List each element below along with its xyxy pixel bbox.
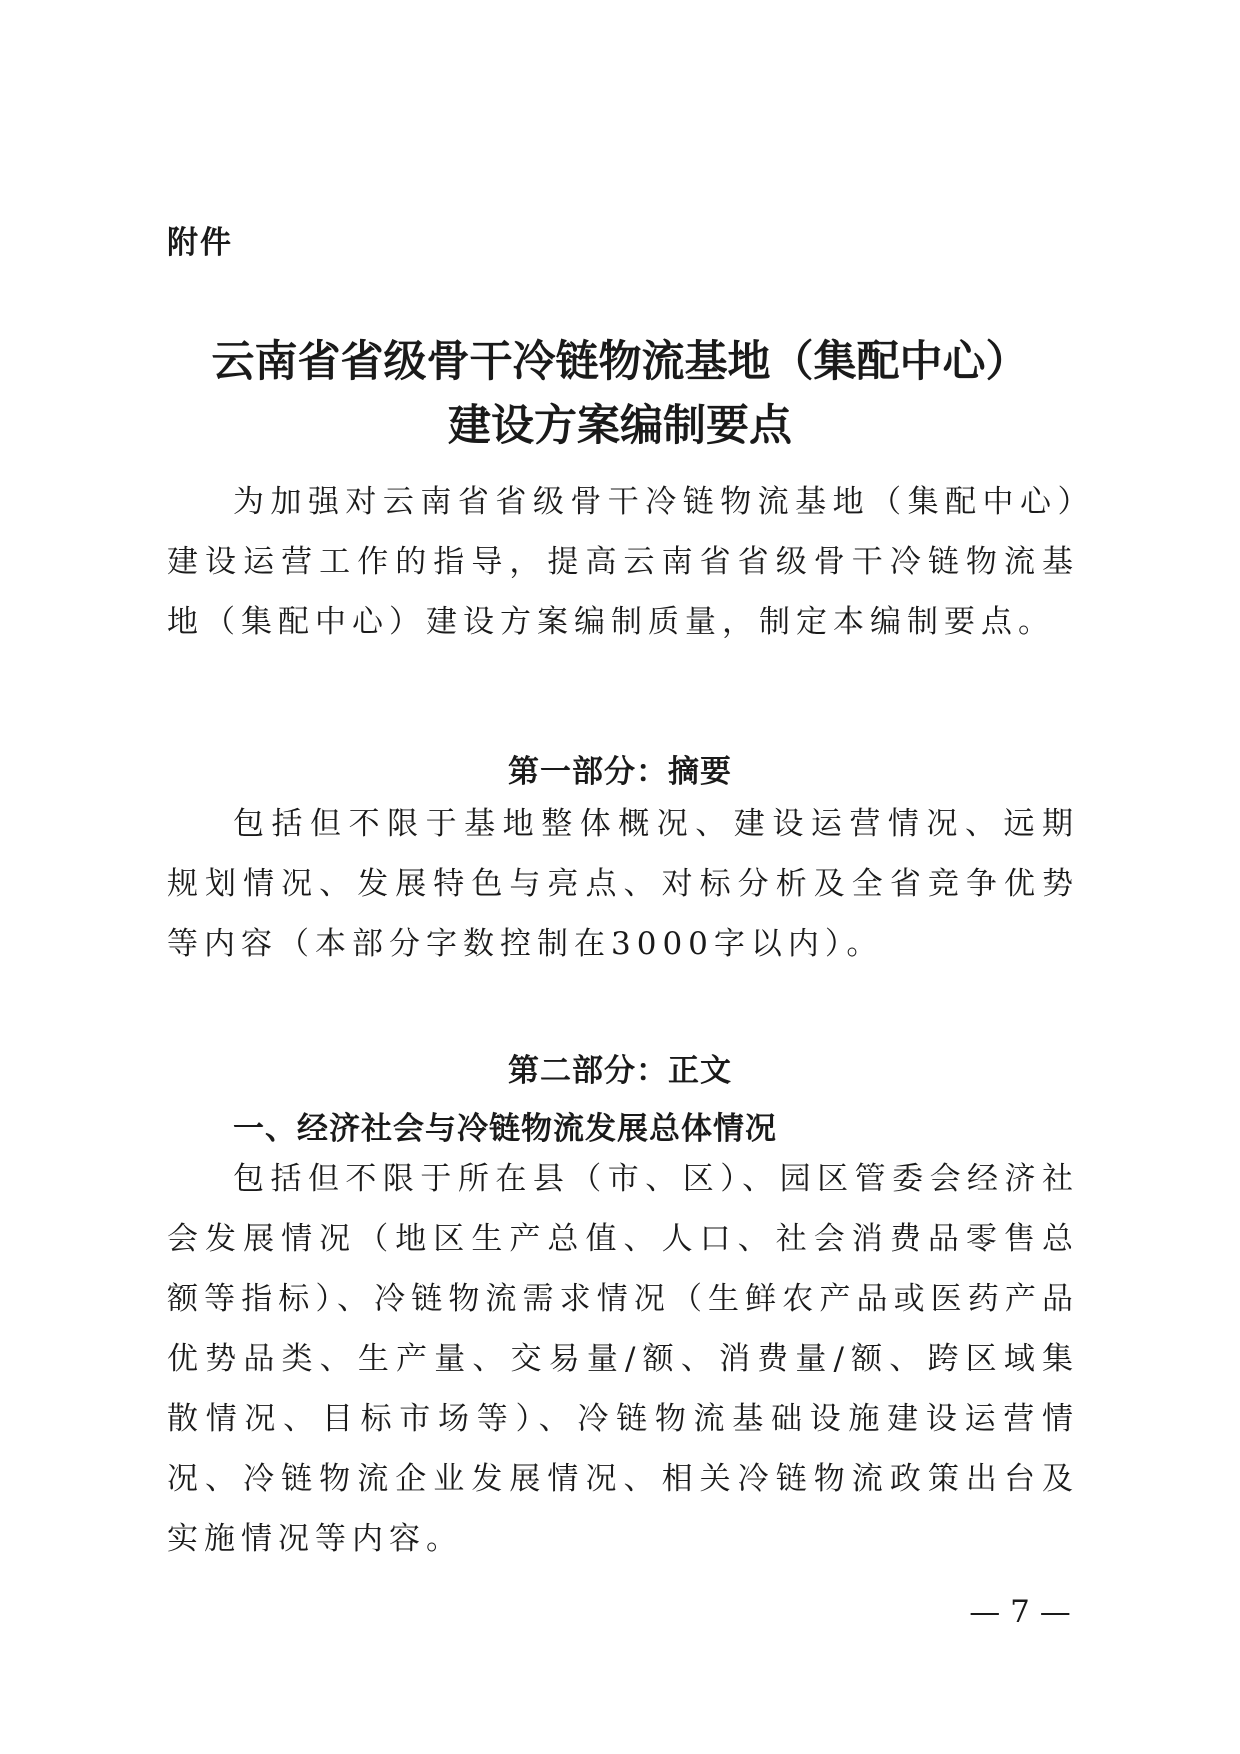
part1-paragraph: 包括但不限于基地整体概况、建设运营情况、远期规划情况、发展特色与亮点、对标分析及全省竞争优势等内容（本部分字数控制在3000字以内）。 — [167, 806, 1079, 962]
part1-heading: 第一部分：摘要 — [508, 754, 732, 790]
section1-paragraph: 包括但不限于所在县（市、区）、园区管委会经济社会发展情况（地区生产总值、人口、社会消费品零售总额等指标）、冷链物流需求情况（生鲜农产品或医药产品优势品类、生产量、交易量/额、消费量/额、跨区域集散情况、目标市场等）、冷链物流基础设施建设运营情况、冷链物流企业发展情况、相关冷链物流政策出台及实施情况等内容。 — [167, 1161, 1079, 1557]
page-number: — 7 — — [969, 1594, 1071, 1630]
part2-heading: 第二部分：正文 — [508, 1053, 732, 1089]
attachment-label: 附件 — [167, 225, 233, 261]
title-line-1: 云南省省级骨干冷链物流基地（集配中心） — [211, 337, 1029, 387]
section1-heading: 一、经济社会与冷链物流发展总体情况 — [233, 1111, 777, 1147]
title-line-2: 建设方案编制要点 — [448, 401, 792, 451]
intro-paragraph: 为加强对云南省省级骨干冷链物流基地（集配中心）建设运营工作的指导，提高云南省省级骨干冷链物流基地（集配中心）建设方案编制质量，制定本编制要点。 — [167, 484, 1079, 640]
document-title — [160, 330, 1080, 458]
